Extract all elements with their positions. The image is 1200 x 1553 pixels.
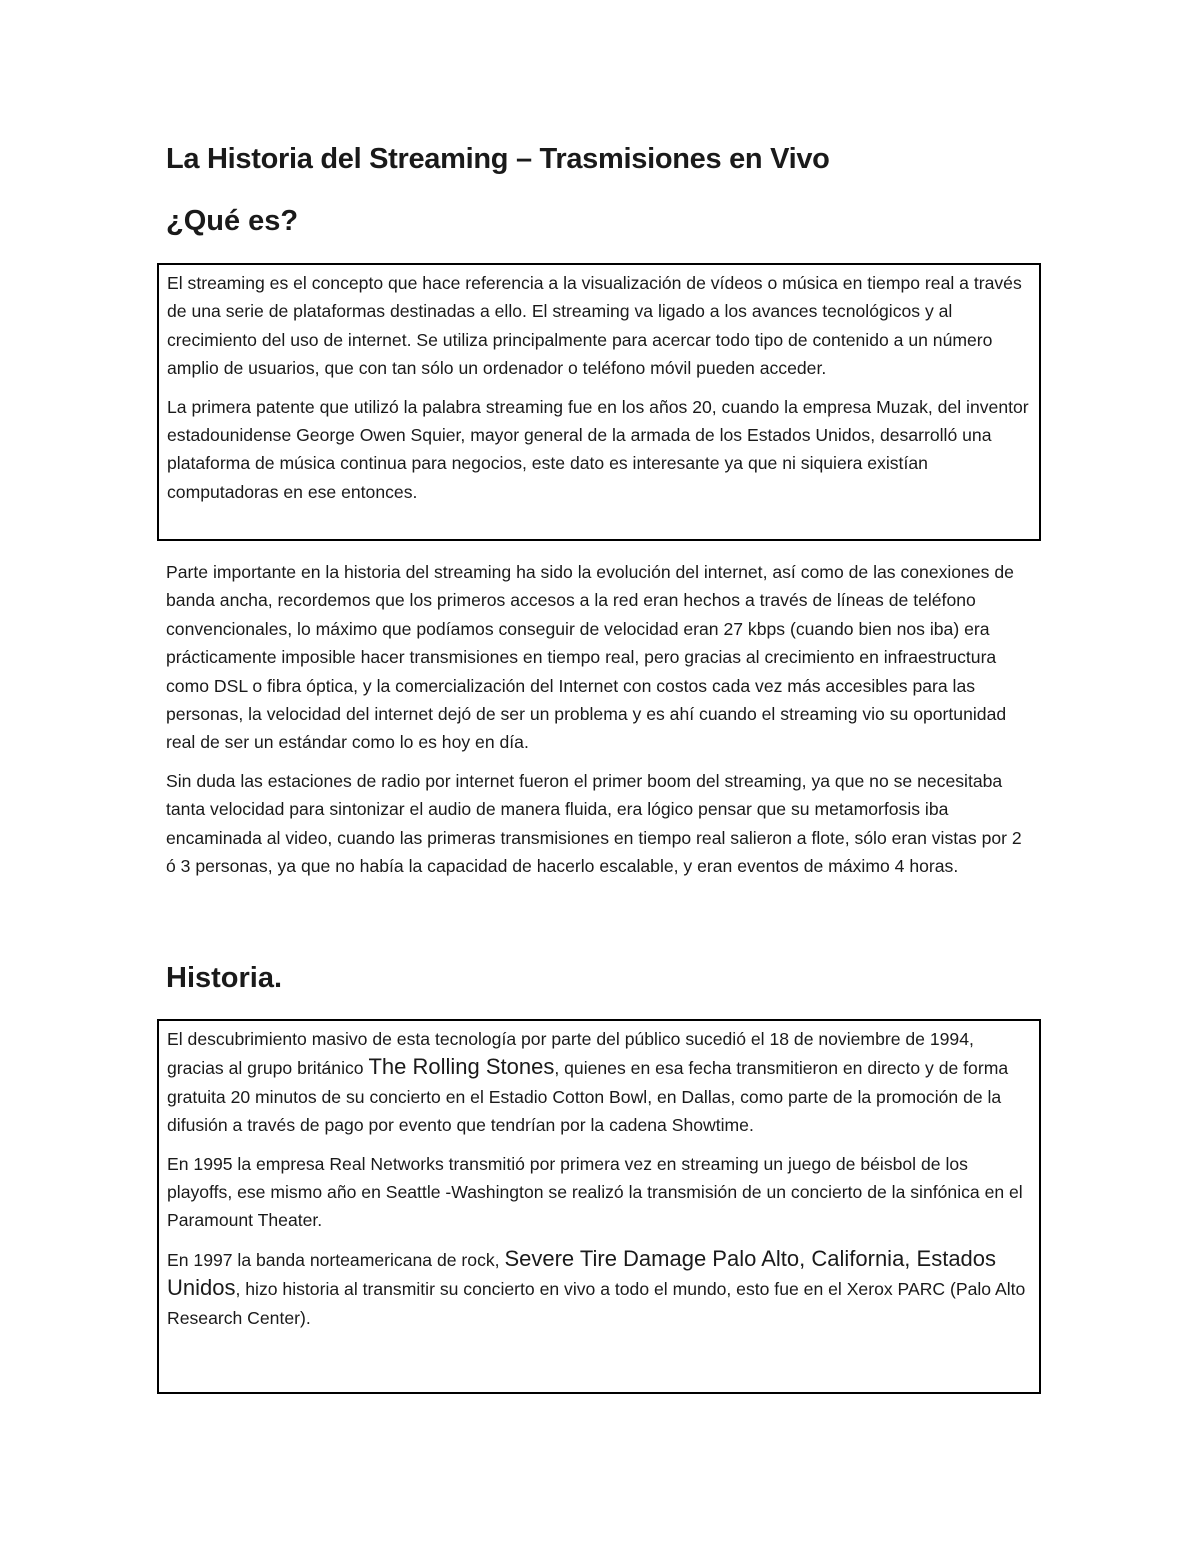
rolling-stones-text-b: , quienes en esa fecha transmitieron en directo y de forma gratuita 20 minutos de su concierto en el Estadio Cotton Bowl, en Dallas, como parte de la promoción de la difusión a través de pago por evento que tendrían por la cadena Showtime. bbox=[167, 1058, 1009, 1136]
section-heading-historia: Historia. bbox=[166, 962, 283, 994]
definition-paragraph: El streaming es el concepto que hace referencia a la visualización de vídeos o música en tiempo real a través de una serie de plataformas destinadas a ello. El streaming va ligado a los avances tecnológicos y al crecimiento del uso de internet. Se utiliza principalmente para acercar todo tipo de contenido a un número amplio de usuarios, que con tan sólo un ordenador o teléfono móvil pueden acceder. bbox=[167, 273, 1022, 379]
real-networks-paragraph: En 1995 la empresa Real Networks transmitió por primera vez en streaming un juego de béisbol de los playoffs, ese mismo año en Seattle -Washington se realizó la transmisión de un concierto de la sinfónica en el Paramount Theater. bbox=[167, 1153, 1023, 1231]
rolling-stones-band-name: The Rolling Stones bbox=[368, 1054, 555, 1080]
section-heading-que-es: ¿Qué es? bbox=[166, 205, 299, 237]
severe-tire-band-name: Severe Tire Damage Palo Alto, California, Estados Unidos bbox=[167, 1245, 997, 1301]
severe-tire-text-a: En 1997 la banda norteamericana de rock, bbox=[167, 1249, 505, 1270]
radio-stations-paragraph: Sin duda las estaciones de radio por internet fueron el primer boom del streaming, ya que no se necesitaba tanta velocidad para sintonizar el audio de manera fluida, era lógico pensar que su metamorfosis iba encaminada al video, cuando las primeras transmisiones en tiempo real salieron a flote, sólo eran vistas por 2 ó 3 personas, ya que no había la capacidad de hacerlo escalable, y eran eventos de máximo 4 horas. bbox=[166, 770, 1022, 877]
severe-tire-text-b: , hizo historia al transmitir su concierto en vivo a todo el mundo, esto fue en el Xerox PARC (Palo Alto Research Center). bbox=[167, 1279, 1026, 1328]
rolling-stones-paragraph bbox=[167, 1025, 1031, 1140]
bordered-textbox-definition bbox=[157, 263, 1041, 541]
document-title: La Historia del Streaming – Trasmisiones en Vivo bbox=[166, 143, 830, 175]
bordered-textbox-history bbox=[157, 1019, 1041, 1394]
severe-tire-damage-paragraph bbox=[167, 1245, 1031, 1332]
patent-paragraph: La primera patente que utilizó la palabra streaming fue en los años 20, cuando la empresa Muzak, del inventor estadounidense George Owen Squier, mayor general de la armada de los Estados Unidos, desarrolló una plataforma de música continua para negocios, este dato es interesante ya que ni siquiera existían computadoras en ese entonces. bbox=[167, 396, 1029, 502]
body-text-block bbox=[166, 558, 1032, 880]
internet-evolution-paragraph: Parte importante en la historia del streaming ha sido la evolución del internet, así como de las conexiones de banda ancha, recordemos que los primeros accesos a la red eran hechos a través de líneas de teléfono convencionales, lo máximo que podíamos conseguir de velocidad eran 27 kbps (cuando bien nos iba) era prácticamente imposible hacer transmisiones en tiempo real, pero gracias al crecimiento en infraestructura como DSL o fibra óptica, y la comercialización del Internet con costos cada vez más accesibles para las personas, la velocidad del internet dejó de ser un problema y es ahí cuando el streaming vio su oportunidad real de ser un estándar como lo es hoy en día. bbox=[166, 562, 1014, 753]
rolling-stones-text-a: El descubrimiento masivo de esta tecnología por parte del público sucedió el 18 de noviembre de 1994, gracias al grupo británico bbox=[167, 1029, 974, 1079]
